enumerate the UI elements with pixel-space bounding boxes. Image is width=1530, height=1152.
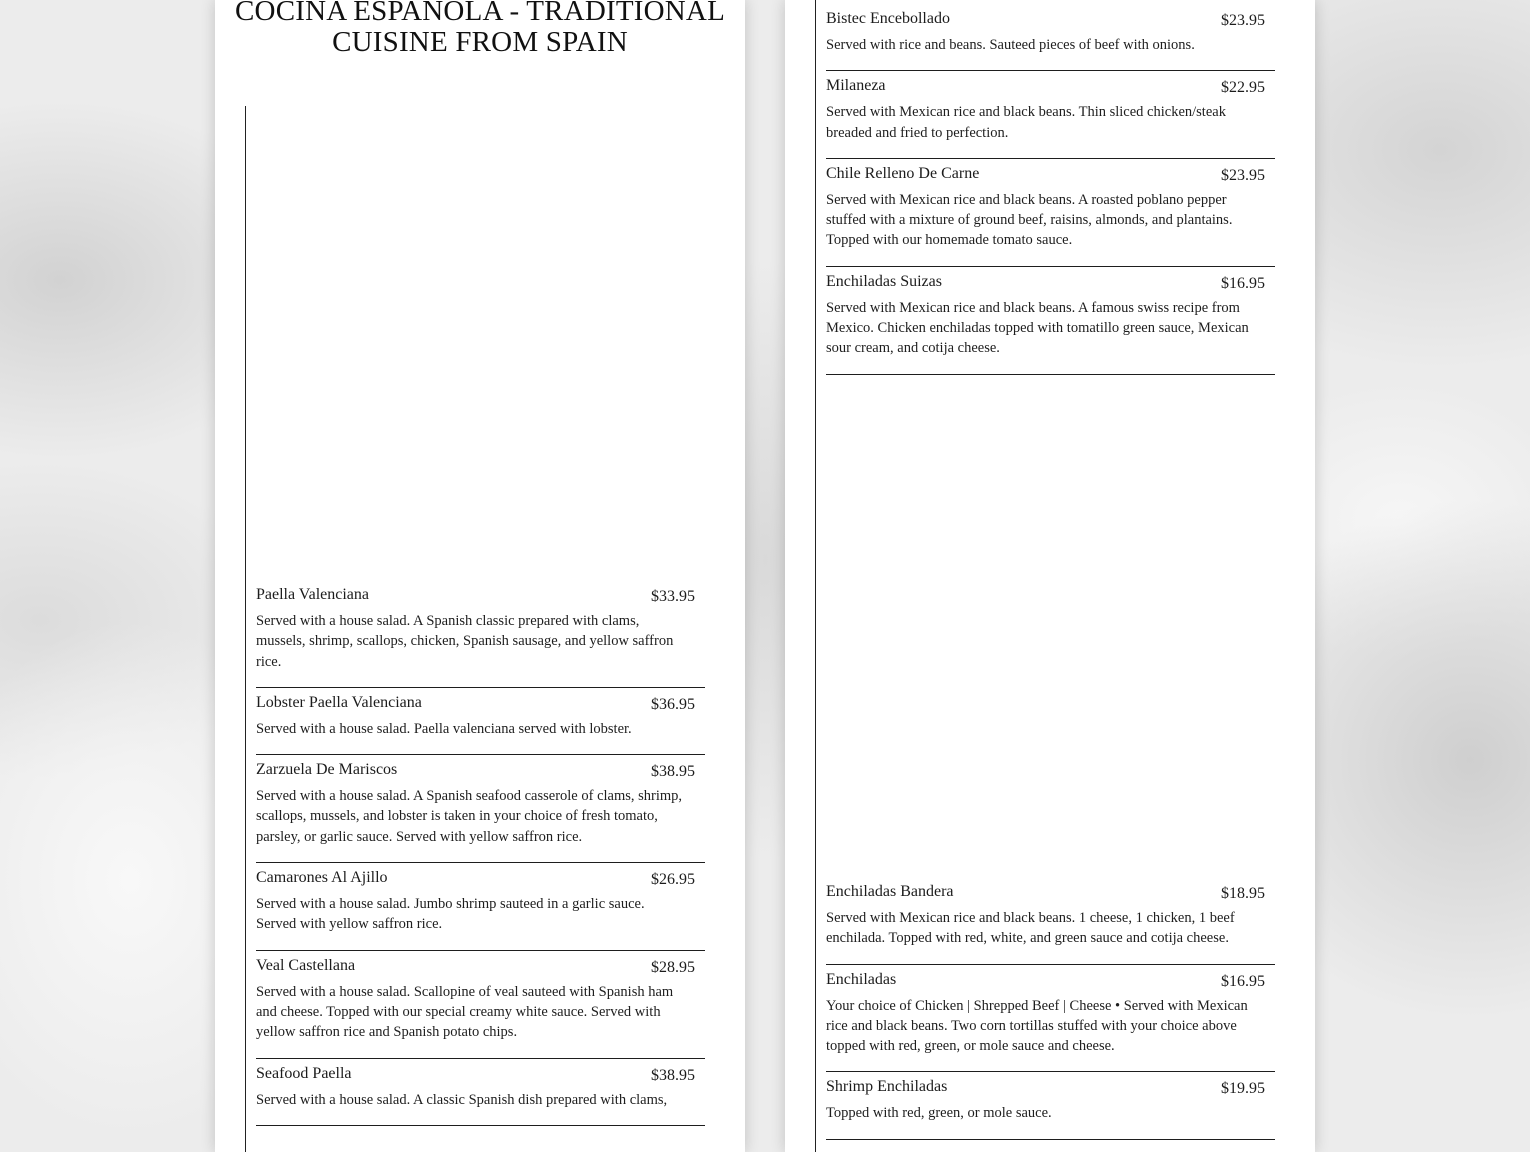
menu-item-shrimp-enchiladas <box>826 1072 1275 1139</box>
vertical-divider <box>815 0 816 1152</box>
item-name: Camarones Al Ajillo <box>256 869 388 887</box>
item-description: Served with a house salad. Scallopine of veal sauteed with Spanish ham and cheese. Topped with our special creamy white sauce. Served with yellow saffron rice and Spanish potato chips. <box>256 983 674 1041</box>
item-price: $26.95 <box>651 871 695 889</box>
menu-list-left <box>256 580 705 1126</box>
item-name: Chile Relleno De Carne <box>826 164 980 182</box>
item-price: $19.95 <box>1221 1080 1265 1098</box>
menu-item-lobster-paella-valenciana <box>256 688 705 755</box>
section-title: COCINA ESPANOLA - TRADITIONAL CUISINE FROM SPAIN <box>235 0 725 58</box>
item-description: Topped with red, green, or mole sauce. <box>826 1105 1052 1122</box>
menu-panel-right <box>785 0 1315 1152</box>
item-name: Enchiladas <box>826 970 897 988</box>
item-price: $23.95 <box>1221 166 1265 184</box>
item-price: $38.95 <box>651 1066 695 1084</box>
item-price: $16.95 <box>1221 972 1265 990</box>
item-price: $22.95 <box>1221 79 1265 97</box>
menu-item-enchiladas-bandera <box>826 877 1275 965</box>
menu-panel-left <box>215 0 745 1152</box>
item-price: $33.95 <box>651 588 695 605</box>
item-price: $28.95 <box>651 958 695 976</box>
item-description: Your choice of Chicken | Shrepped Beef | Cheese • Served with Mexican rice and black beans. Two corn tortillas stuffed with your choice above topped with red, green, or mole sauce and cheese. <box>826 997 1248 1055</box>
item-name: Paella Valenciana <box>256 586 369 603</box>
menu-item-milaneza <box>826 71 1275 159</box>
menu-item-bistec-encebollado <box>826 4 1275 71</box>
menu-list-right-top <box>826 4 1275 375</box>
item-name: Seafood Paella <box>256 1064 352 1082</box>
item-description: Served with rice and beans. Sauteed pieces of beef with onions. <box>826 37 1195 53</box>
menu-item-veal-castellana <box>256 951 705 1059</box>
item-name: Veal Castellana <box>256 956 356 974</box>
item-price: $23.95 <box>1221 12 1265 29</box>
item-description: Served with a house salad. A Spanish seafood casserole of clams, shrimp, scallops, mussels, and lobster is taken in your choice of fresh tomato, parsley, or garlic sauce. Served with yellow saffron rice. <box>256 788 683 845</box>
item-name: Milaneza <box>826 77 886 95</box>
item-price: $38.95 <box>651 763 695 781</box>
item-name: Bistec Encebollado <box>826 10 950 27</box>
item-description: Served with Mexican rice and black beans. A famous swiss recipe from Mexico. Chicken enchiladas topped with tomatillo green sauce, Mexican sour cream, and cotija cheese. <box>826 299 1249 357</box>
item-description: Served with Mexican rice and black beans. A roasted poblano pepper stuffed with a mixture of ground beef, raisins, almonds, and plantains. Topped with our homemade tomato sauce. <box>826 191 1233 249</box>
vertical-divider <box>245 106 246 1152</box>
item-name: Enchiladas Suizas <box>826 272 942 290</box>
item-price: $16.95 <box>1221 274 1265 292</box>
item-description: Served with a house salad. Paella valenciana served with lobster. <box>256 720 632 737</box>
item-name: Enchiladas Bandera <box>826 883 954 900</box>
item-description: Served with a house salad. Jumbo shrimp sauteed in a garlic sauce. Served with yellow saffron rice. <box>256 896 645 933</box>
menu-item-zarzuela-de-mariscos <box>256 755 705 863</box>
item-price: $18.95 <box>1221 885 1265 902</box>
item-description: Served with a house salad. A classic Spanish dish prepared with clams, <box>256 1091 668 1108</box>
item-name: Lobster Paella Valenciana <box>256 693 422 711</box>
item-price: $36.95 <box>651 695 695 713</box>
item-description: Served with Mexican rice and black beans. Thin sliced chicken/steak breaded and fried to perfection. <box>826 104 1226 141</box>
menu-list-right-bottom <box>826 877 1275 1140</box>
menu-item-camarones-al-ajillo <box>256 863 705 951</box>
item-name: Zarzuela De Mariscos <box>256 761 398 779</box>
menu-item-paella-valenciana <box>256 580 705 688</box>
item-description: Served with a house salad. A Spanish classic prepared with clams, mussels, shrimp, scallops, chicken, Spanish sausage, and yellow saffron rice. <box>256 613 674 670</box>
menu-item-enchiladas <box>826 965 1275 1073</box>
menu-item-enchiladas-suizas <box>826 267 1275 375</box>
item-name: Shrimp Enchiladas <box>826 1078 948 1096</box>
item-description: Served with Mexican rice and black beans. 1 cheese, 1 chicken, 1 beef enchilada. Topped with red, white, and green sauce and cotija cheese. <box>826 910 1235 947</box>
menu-item-seafood-paella <box>256 1059 705 1126</box>
menu-item-chile-relleno-de-carne <box>826 159 1275 267</box>
